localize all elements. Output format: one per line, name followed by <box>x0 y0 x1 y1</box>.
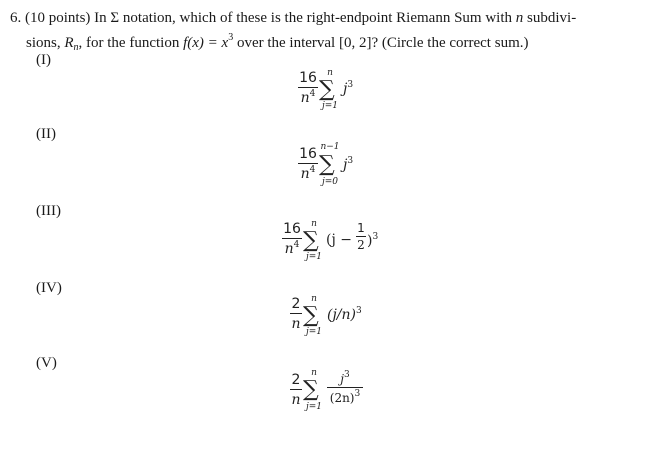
summand-exp: 3 <box>347 156 354 166</box>
summand-exp: 3 <box>372 232 379 242</box>
option-label-IV: (IV) <box>36 280 62 296</box>
coefficient-fraction <box>298 70 318 106</box>
summand-base: j <box>343 81 348 97</box>
function-exponent: 3 <box>228 32 234 43</box>
summand-close: ) <box>367 233 373 249</box>
option-III-formula[interactable] <box>282 219 392 269</box>
option-II-formula[interactable] <box>298 142 378 192</box>
summand-fraction <box>327 370 363 405</box>
half-denominator: 2 <box>357 238 365 252</box>
sum-lower-limit: j=1 <box>305 252 323 262</box>
question-points: (10 points) <box>25 10 91 26</box>
summand-num-exp: 3 <box>344 370 350 380</box>
den-exp: 4 <box>293 240 300 250</box>
option-IV-formula[interactable] <box>290 294 380 344</box>
sum-lower-limit: j=1 <box>305 402 323 412</box>
question-text-part: subdivi- <box>527 10 577 26</box>
summation-sign: ∑ <box>303 228 319 253</box>
option-label-III: (III) <box>36 203 61 219</box>
coefficient-denominator <box>298 89 318 106</box>
question-text-part: sions, <box>26 35 61 51</box>
summation-sign: ∑ <box>303 377 319 402</box>
option-V-formula[interactable] <box>290 368 380 420</box>
question-text-part: over the interval [0, 2]? (Circle the correct sum.) <box>236 35 529 51</box>
summand <box>327 306 362 323</box>
summand-num-var: j <box>340 372 344 386</box>
coefficient-numerator: 2 <box>291 296 301 312</box>
coefficient-numerator: 2 <box>291 372 301 388</box>
summand-numerator <box>327 370 363 386</box>
sum-upper-limit: n <box>311 368 317 378</box>
den-var: n <box>284 241 294 257</box>
summand-base: j <box>343 157 348 173</box>
den-exp: 4 <box>309 165 316 175</box>
sum-upper-limit: n <box>327 68 333 78</box>
coefficient-numerator: 16 <box>299 146 317 162</box>
summand-exp: 3 <box>347 80 354 90</box>
coefficient-numerator: 16 <box>299 70 317 86</box>
den-var: n <box>300 166 310 182</box>
variable-R: R <box>64 35 74 51</box>
summation-sign: ∑ <box>303 303 319 328</box>
variable-R-subscript: n <box>73 42 79 53</box>
den-var: n <box>291 316 301 332</box>
question-text <box>10 8 640 58</box>
sum-upper-limit: n−1 <box>320 142 340 152</box>
summand <box>343 80 353 97</box>
summation-sign: ∑ <box>319 77 335 102</box>
sum-lower-limit: j=1 <box>305 327 323 337</box>
summand <box>343 156 353 173</box>
question-line-2 <box>10 28 640 58</box>
den-var: n <box>300 90 310 106</box>
half-fraction <box>356 221 366 252</box>
sum-lower-limit: j=0 <box>321 177 339 187</box>
summand-exp: 3 <box>356 306 362 316</box>
question-text-part: , for the function <box>78 35 180 51</box>
option-label-V: (V) <box>36 355 57 371</box>
summand-den-base: (2n) <box>329 391 355 405</box>
half-numerator: 1 <box>357 221 365 235</box>
summand-den-exp: 3 <box>354 389 361 399</box>
coefficient-denominator <box>282 240 302 257</box>
coefficient-numerator: 16 <box>283 221 301 237</box>
question-number: 6. <box>10 10 22 26</box>
summand-prefix: (j − <box>326 232 352 248</box>
variable-n: n <box>515 10 524 26</box>
option-label-I: (I) <box>36 52 51 68</box>
den-exp: 4 <box>309 89 316 99</box>
option-I-formula[interactable] <box>298 68 378 118</box>
sum-lower-limit: j=1 <box>321 101 339 111</box>
den-var: n <box>291 392 301 408</box>
function-expression: f(x) = x <box>183 35 229 51</box>
summand-base: (j/n) <box>327 307 356 323</box>
question-line-1 <box>10 8 640 28</box>
summation-sign: ∑ <box>319 152 335 177</box>
question-text-part: In Σ notation, which of these is the right-endpoint Riemann Sum with <box>94 10 513 26</box>
sum-upper-limit: n <box>311 219 317 229</box>
coefficient-denominator <box>298 165 318 182</box>
summand-suffix <box>367 232 378 249</box>
sum-upper-limit: n <box>311 294 317 304</box>
summand-denominator <box>327 389 363 405</box>
coefficient-fraction <box>282 221 302 257</box>
option-label-II: (II) <box>36 126 56 142</box>
